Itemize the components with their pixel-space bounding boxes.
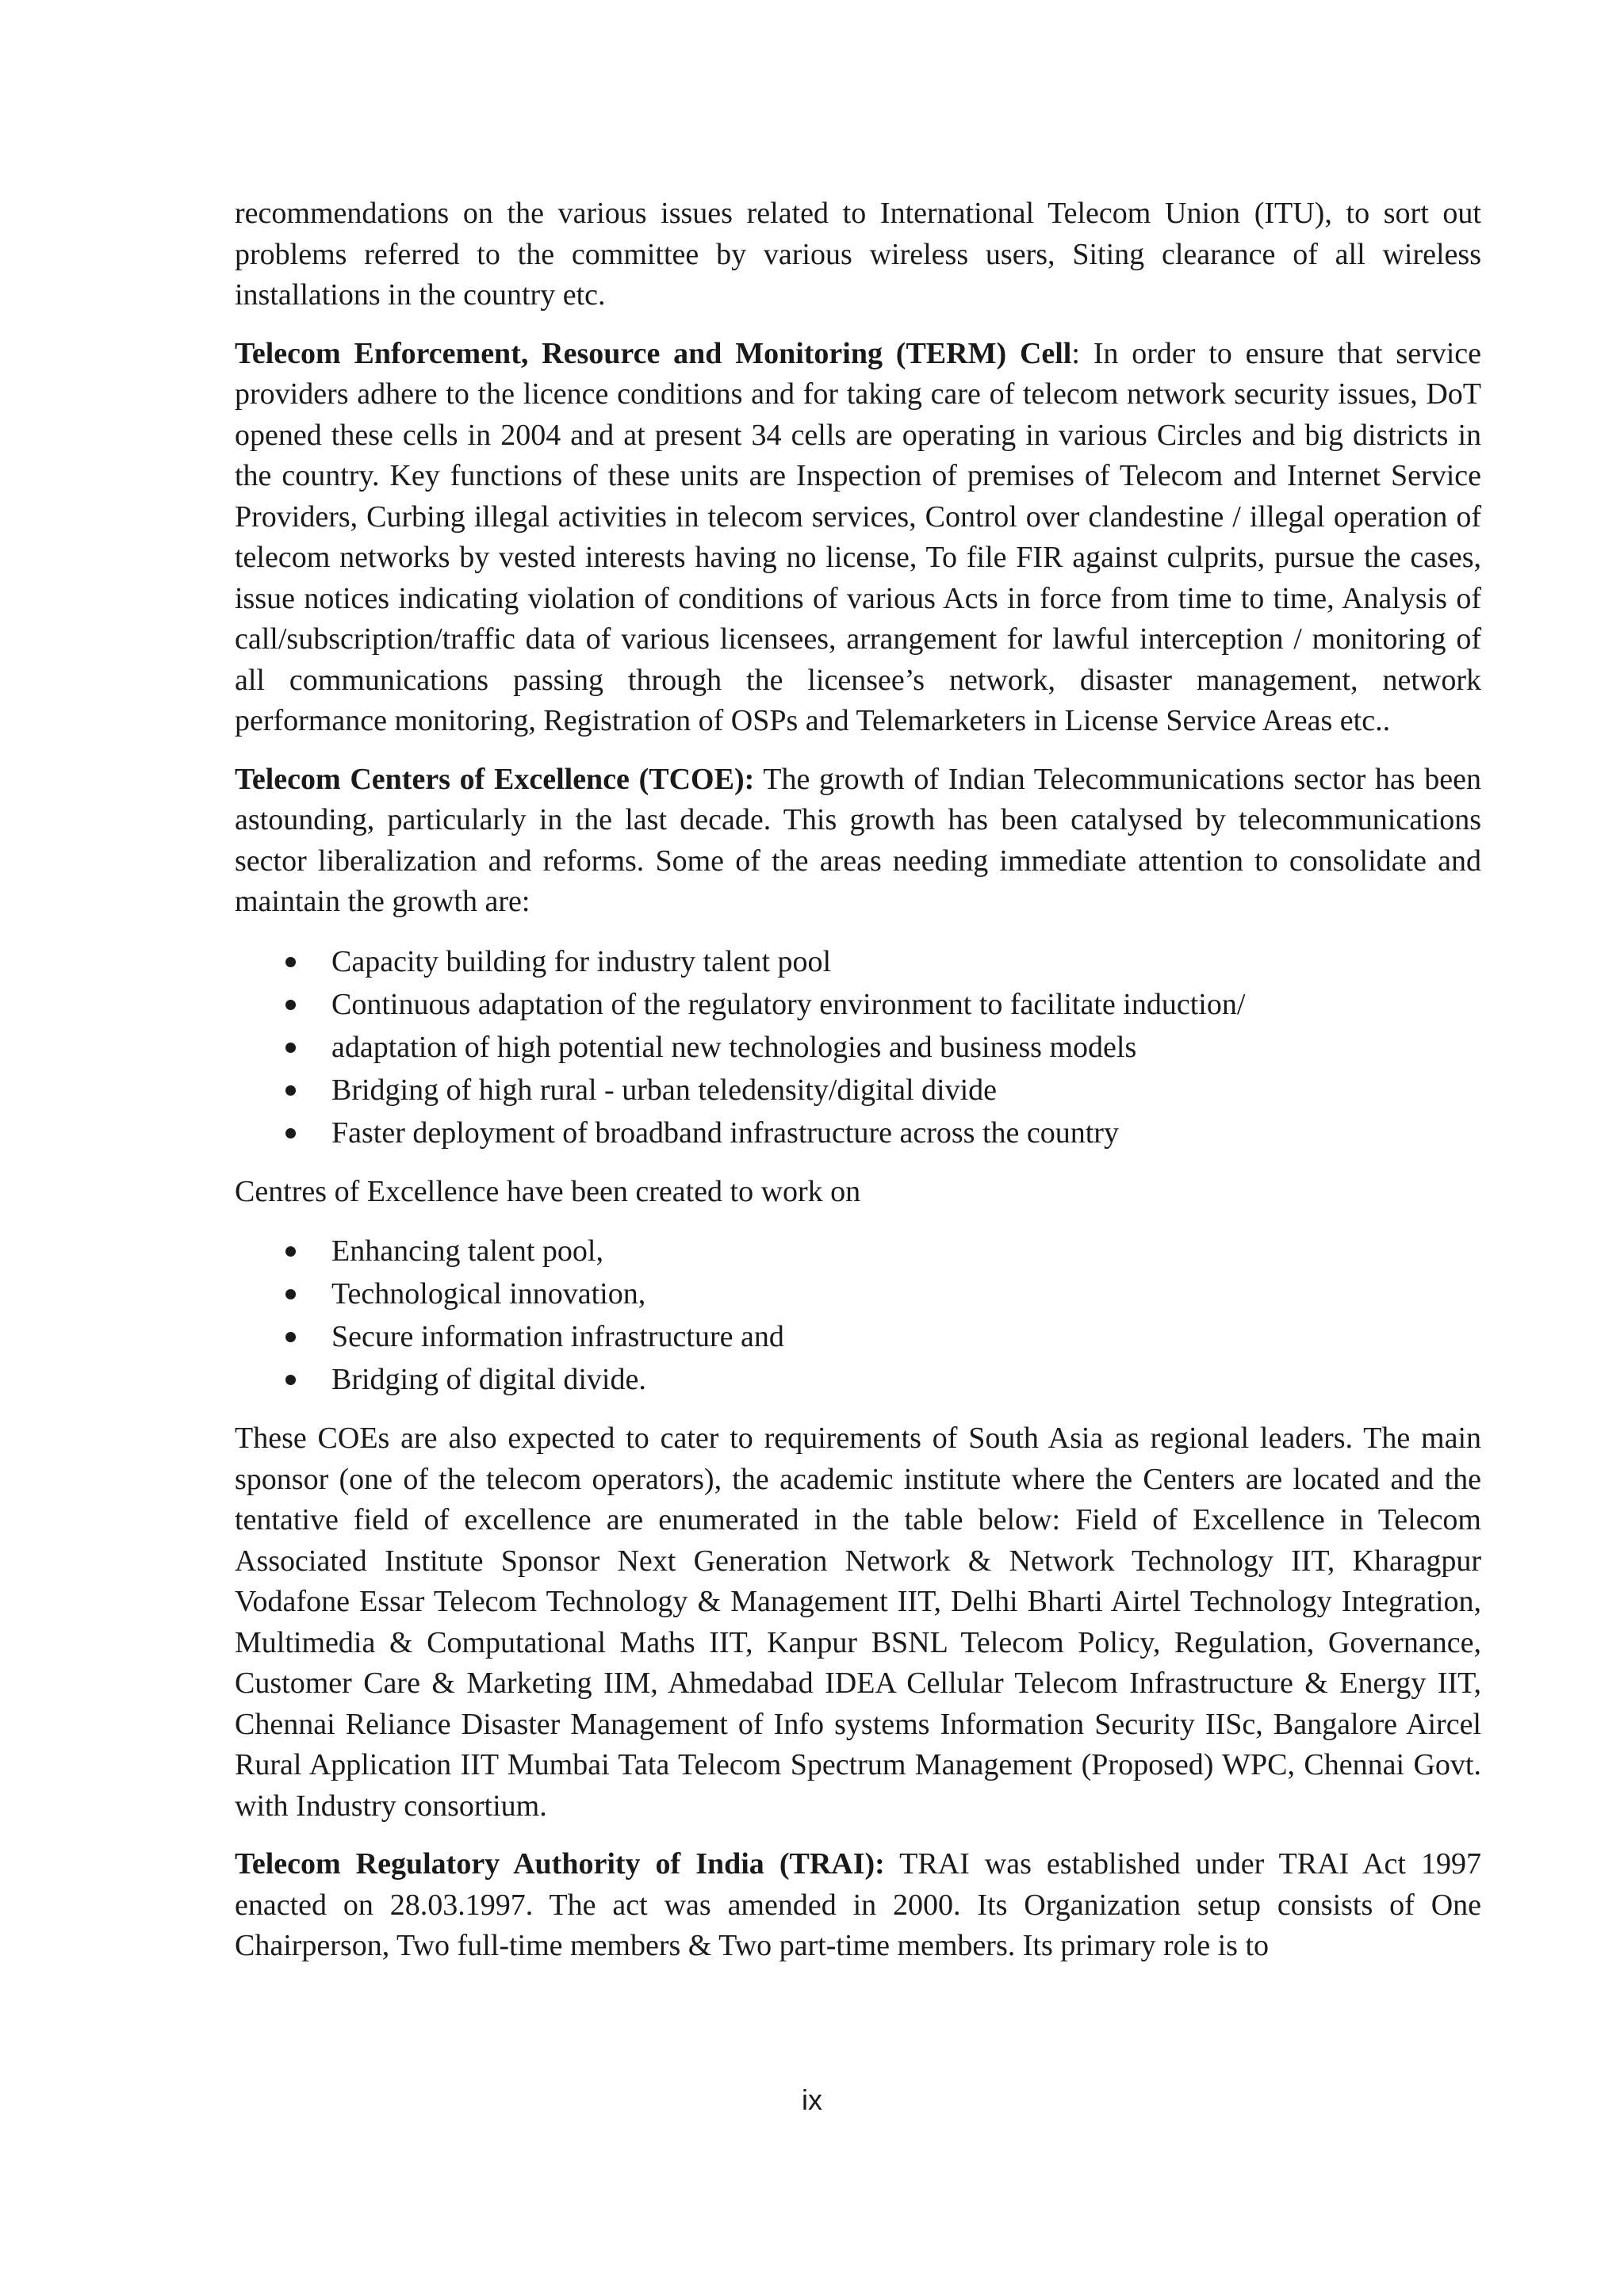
trai-text: TRAI was established under TRAI Act 1997 enacted on 28.03.1997. The act was amended in 2000. Its Organization setup consists of One Chairperson, Two full-time members & Two part-time members. Its primary role is to	[235, 1847, 1481, 1962]
paragraph-coe-table	[235, 1418, 1481, 1827]
bullet-icon	[285, 1332, 296, 1342]
paragraph-text: recommendations on the various issues related to International Telecom Union (ITU), to sort out problems referred to the committee by various wireless users, Siting clearance of all wireless installations in the country etc.	[235, 197, 1481, 312]
bullet-icon	[285, 1375, 296, 1385]
list-item-text: Secure information infrastructure and	[331, 1320, 784, 1353]
tcoe-heading: Telecom Centers of Excellence (TCOE):	[235, 762, 755, 796]
term-cell-heading: Telecom Enforcement, Resource and Monitoring (TERM) Cell	[235, 336, 1072, 370]
coe-work-areas-list	[235, 1230, 1481, 1401]
page-number: ix	[802, 2084, 822, 2116]
list-item-text: Bridging of high rural - urban teledensity/digital divide	[331, 1073, 997, 1107]
list-item	[235, 1230, 1481, 1272]
paragraph-itu-recommendations	[235, 193, 1481, 316]
list-item	[235, 1069, 1481, 1112]
list-item	[235, 1112, 1481, 1154]
trai-heading: Telecom Regulatory Authority of India (TRAI):	[235, 1847, 885, 1881]
paragraph-trai	[235, 1844, 1481, 1967]
paragraph-centres-intro	[235, 1172, 1481, 1213]
list-item	[235, 1272, 1481, 1315]
list-item-text: Enhancing talent pool,	[331, 1234, 603, 1268]
bullet-icon	[285, 1128, 296, 1138]
paragraph-text: Centres of Excellence have been created to work on	[235, 1174, 861, 1208]
list-item-text: Technological innovation,	[331, 1277, 646, 1311]
bullet-icon	[285, 1000, 296, 1010]
bullet-icon	[285, 1289, 296, 1299]
growth-areas-list	[235, 940, 1481, 1154]
list-item	[235, 1026, 1481, 1069]
list-item	[235, 1358, 1481, 1401]
list-item	[235, 983, 1481, 1026]
list-item-text: Bridging of digital divide.	[331, 1363, 646, 1396]
bullet-icon	[285, 957, 296, 967]
list-item-text: Continuous adaptation of the regulatory environment to facilitate induction/	[331, 987, 1246, 1021]
page-body	[235, 193, 1481, 1984]
list-item	[235, 1315, 1481, 1358]
bullet-icon	[285, 1246, 296, 1257]
bullet-icon	[285, 1085, 296, 1096]
bullet-icon	[285, 1043, 296, 1053]
list-item-text: Faster deployment of broadband infrastructure across the country	[331, 1115, 1119, 1150]
tcoe-text: The growth of Indian Telecommunications sector has been astounding, particularly in the last decade. This growth has been catalysed by telecommunications sector liberalization and reforms. Some of the areas needing immediate attention to consolidate and maintain the growth are:	[235, 762, 1481, 918]
list-item	[235, 940, 1481, 983]
paragraph-term-cell	[235, 334, 1481, 742]
paragraph-text: These COEs are also expected to cater to requirements of South Asia as regional leaders. The main sponsor (one of the telecom operators), the academic institute where the Centers are located and the tentative field of excellence are enumerated in the table below: Field of Excellence in Telecom Associated Institute Sponsor Next Generation Network & Network Technology IIT, Kharagpur Vodafone Essar Telecom Technology & Management IIT, Delhi Bharti Airtel Technology Integration, Multimedia & Computational Maths IIT, Kanpur BSNL Telecom Policy, Regulation, Governance, Customer Care & Marketing IIM, Ahmedabad IDEA Cellular Telecom Infrastructure & Energy IIT, Chennai Reliance Disaster Management of Info systems Information Security IISc, Bangalore Aircel Rural Application IIT Mumbai Tata Telecom Spectrum Management (Proposed) WPC, Chennai Govt. with Industry consortium.	[235, 1422, 1481, 1823]
paragraph-tcoe	[235, 760, 1481, 923]
term-cell-text: : In order to ensure that service providers adhere to the licence conditions and for taking care of telecom network security issues, DoT opened these cells in 2004 and at present 34 cells are operating in various Circles and big districts in the country. Key functions of these units are Inspection of premises of Telecom and Internet Service Providers, Curbing illegal activities in telecom services, Control over clandestine / illegal operation of telecom networks by vested interests having no license, To file FIR against culprits, pursue the cases, issue notices indicating violation of conditions of various Acts in force from time to time, Analysis of call/subscription/traffic data of various licensees, arrangement for lawful interception / monitoring of all communications passing through the licensee’s network, disaster management, network performance monitoring, Registration of OSPs and Telemarketers in License Service Areas etc..	[235, 336, 1482, 737]
list-item-text: Capacity building for industry talent pool	[331, 944, 832, 978]
list-item-text: adaptation of high potential new technologies and business models	[331, 1030, 1137, 1064]
